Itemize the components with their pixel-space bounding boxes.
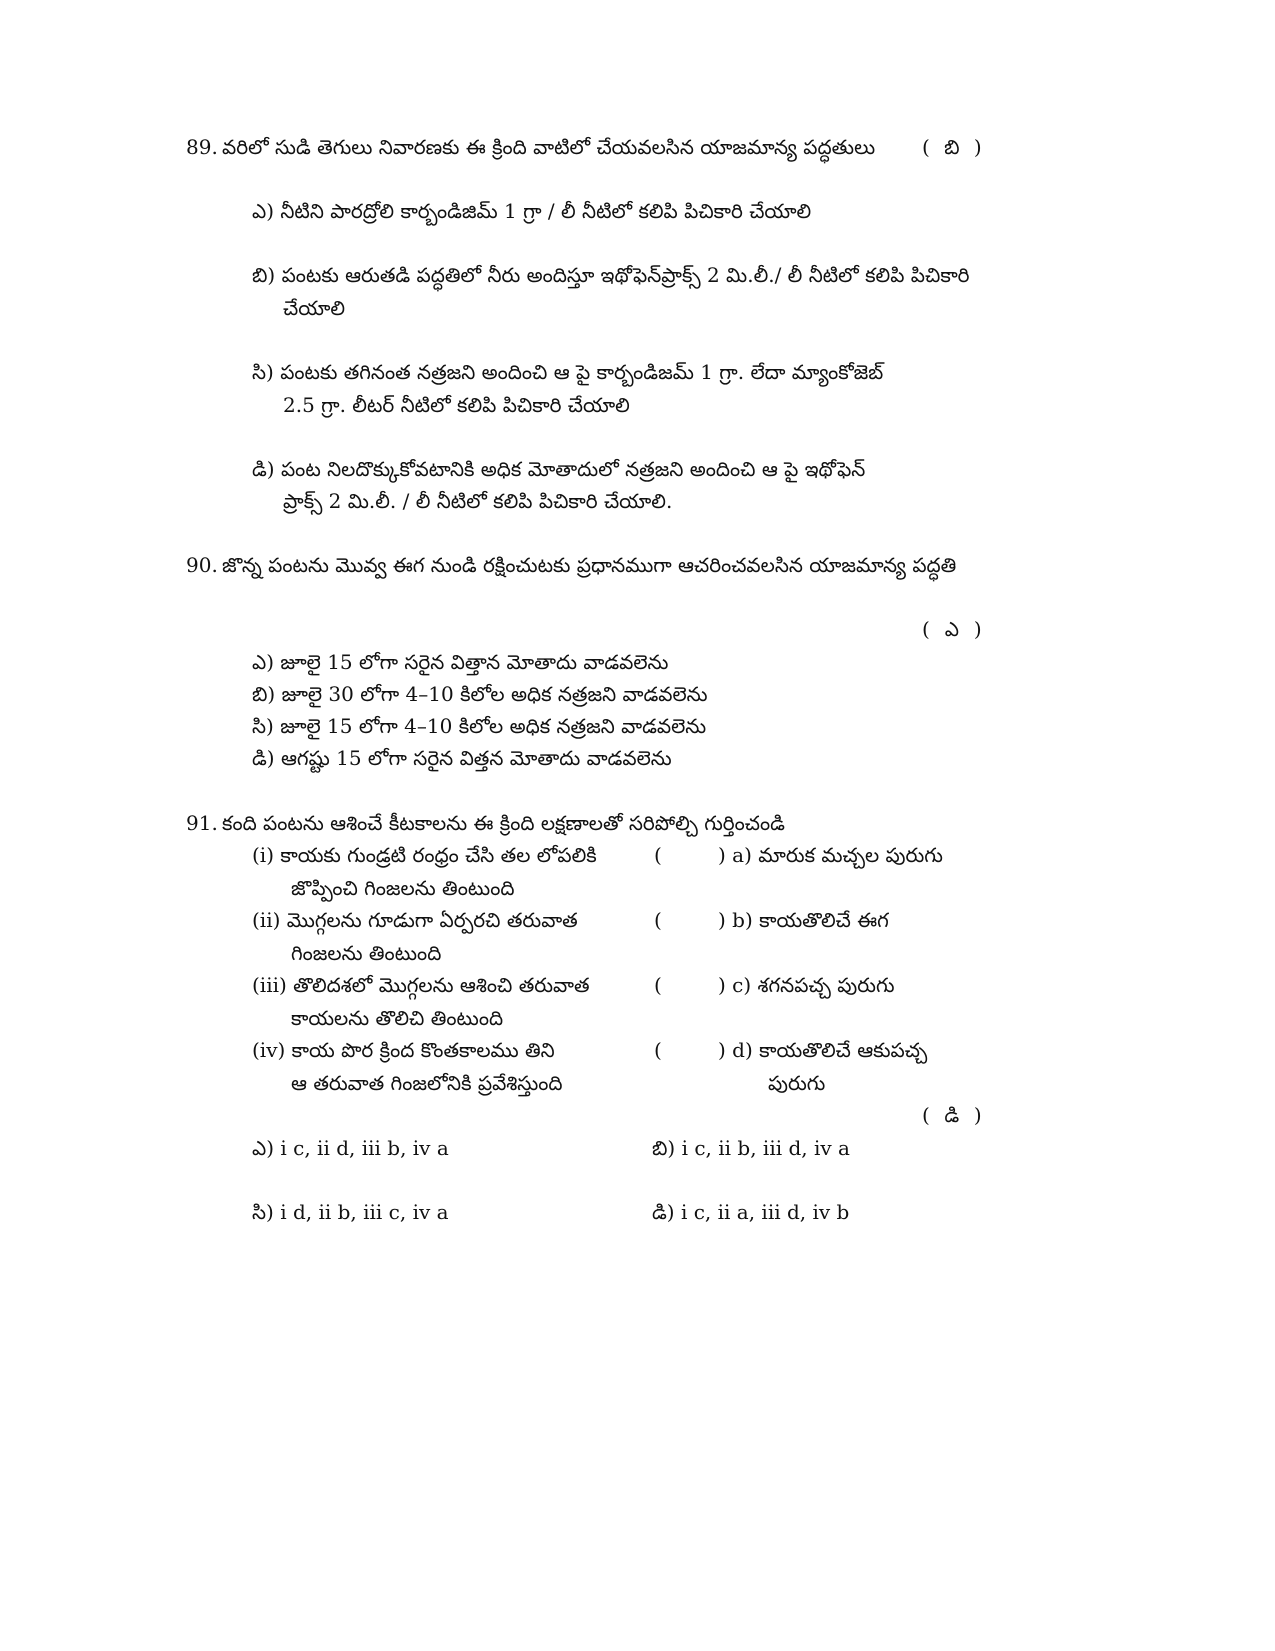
q89-option-d-cont: ప్రాక్స్ 2 మి.లీ. / లీ నీటిలో కలిపి పిచికారి చేయాలి. [283, 489, 673, 513]
q91-choice-d: డి) i c, ii a, iii d, iv b [652, 1200, 850, 1224]
q89-number: 89. [186, 135, 218, 159]
q91-left-ii-cont: గింజలను తింటుంది [291, 941, 442, 965]
q89-option-c: సి) పంటకు తగినంత నత్రజని అందించి ఆ పై కార్బండిజమ్ 1 గ్రా. లేదా మ్యాంకోజెబ్ [252, 360, 884, 384]
q91-answer: ( డి ) [922, 1103, 982, 1127]
q91-right-b-text: ) b) కాయతొలిచే ఈగ [718, 908, 889, 932]
q90-option-b: బి) జూలై 30 లోగా 4–10 కిలోల అధిక నత్రజని వాడవలెను [252, 682, 708, 706]
q91-right-c-paren: ( [654, 973, 662, 997]
q90-option-a: ఎ) జూలై 15 లోగా సరైన విత్తాన మోతాదు వాడవలెను [252, 650, 669, 674]
q90-number: 90. [186, 553, 218, 577]
q91-right-d-paren: ( [654, 1038, 662, 1062]
q91-right-d-text: ) d) కాయతొలిచే ఆకుపచ్చ [718, 1038, 928, 1062]
q89-option-c-cont: 2.5 గ్రా. లీటర్ నీటిలో కలిపి పిచికారి చేయాలి [283, 393, 630, 417]
q91-right-b [654, 906, 889, 934]
q89-answer-letter: బి [944, 135, 960, 159]
q89-answer: ( బి ) [922, 135, 982, 159]
q91-right-b-paren: ( [654, 908, 662, 932]
q91-right-a-paren: ( [654, 843, 662, 867]
q91-right-d [654, 1036, 927, 1064]
q91-answer-letter: డి [944, 1103, 960, 1127]
q91-right-d-cont: పురుగు [768, 1071, 826, 1095]
q89-option-a: ఎ) నీటిని పారద్రోలి కార్బండిజిమ్ 1 గ్రా / లీ నీటిలో కలిపి పిచికారి చేయాలి [252, 199, 812, 223]
q89-option-b-cont: చేయాలి [283, 296, 345, 320]
q89-option-d: డి) పంట నిలదొక్కుకోవటానికి అధిక మోతాదులో నత్రజని అందించి ఆ పై ఇథోఫెన్ [252, 457, 866, 481]
q89-stem: వరిలో సుడి తెగులు నివారణకు ఈ క్రింది వాటిలో చేయవలసిన యాజమాన్య పద్ధతులు [222, 135, 876, 159]
q91-left-i-cont: జొప్పించి గింజలను తింటుంది [291, 876, 515, 900]
q90-answer-letter: ఎ [944, 617, 959, 641]
q91-choice-b: బి) i c, ii b, iii d, iv a [652, 1136, 850, 1160]
q91-right-a-text: ) a) మారుక మచ్చల పురుగు [718, 843, 943, 867]
q90-answer: ( ఎ ) [922, 617, 982, 641]
q91-left-i: (i) కాయకు గుండ్రటి రంధ్రం చేసి తల లోపలికి [252, 843, 597, 867]
q91-right-a [654, 841, 943, 869]
q90-stem: జొన్న పంటను మొవ్వ ఈగ నుండి రక్షించుటకు ప్రధానముగా ఆచరించవలసిన యాజమాన్య పద్ధతి [222, 553, 957, 577]
q90-option-d: డి) ఆగష్టు 15 లోగా సరైన విత్తన మోతాదు వాడవలెను [252, 746, 672, 770]
q91-number: 91. [186, 811, 218, 835]
q91-left-iv: (iv) కాయ పొర క్రింద కొంతకాలము తిని [252, 1038, 555, 1062]
q90-option-c: సి) జూలై 15 లోగా 4–10 కిలోల అధిక నత్రజని వాడవలెను [252, 714, 707, 738]
q89-option-b: బి) పంటకు ఆరుతడి పద్ధతిలో నీరు అందిస్తూ ఇథోఫెన్‌ప్రాక్స్ 2 మి.లీ./ లీ నీటిలో కలిపి పిచికారి [252, 263, 970, 287]
q91-right-c-text: ) c) శగనపచ్చ పురుగు [718, 973, 895, 997]
q91-choice-a: ఎ) i c, ii d, iii b, iv a [252, 1136, 449, 1160]
q91-left-ii: (ii) మొగ్గలను గూడుగా ఏర్పరచి తరువాత [252, 908, 578, 932]
q91-left-iii: (iii) తొలిదశలో మొగ్గలను ఆశించి తరువాత [252, 973, 590, 997]
q91-left-iii-cont: కాయలను తొలిచి తింటుంది [291, 1006, 504, 1030]
q91-choice-c: సి) i d, ii b, iii c, iv a [252, 1200, 449, 1224]
q91-stem: కంది పంటను ఆశించే కీటకాలను ఈ క్రింది లక్షణాలతో సరిపోల్చి గుర్తించండి [222, 811, 785, 835]
q91-right-c [654, 971, 895, 999]
q91-left-iv-cont: ఆ తరువాత గింజలోనికి ప్రవేశిస్తుంది [291, 1071, 563, 1095]
